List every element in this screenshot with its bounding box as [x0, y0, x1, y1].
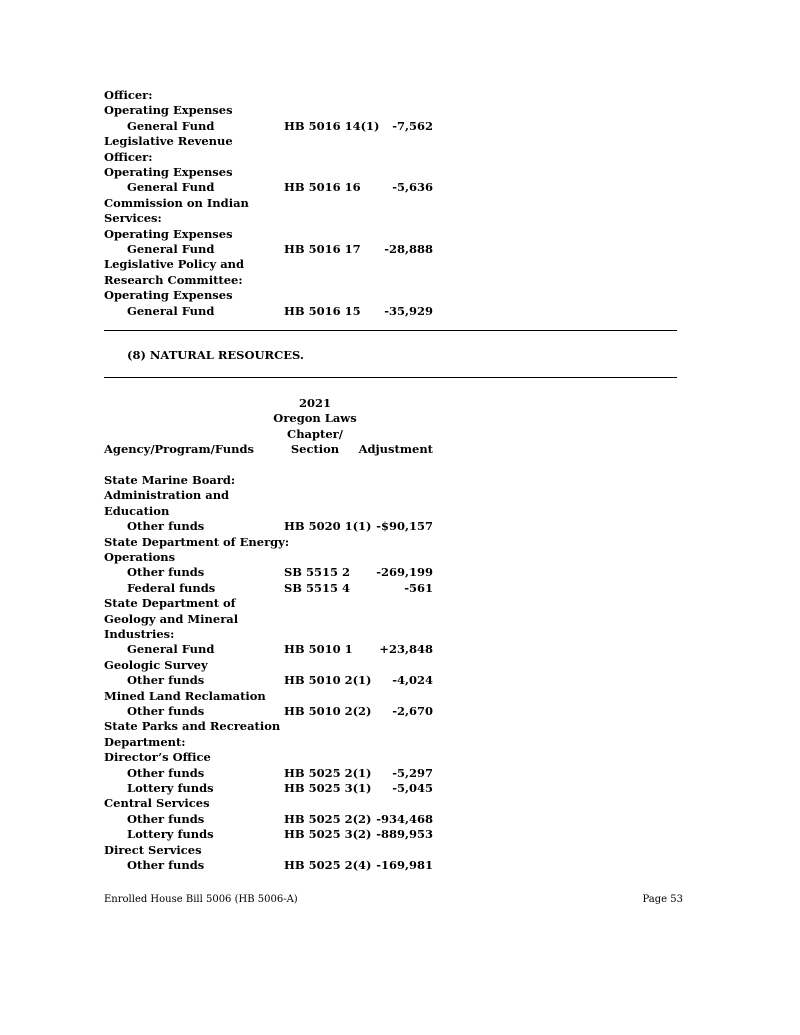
adjustment-value: -5,636	[392, 180, 433, 195]
fund-label: General Fund	[127, 118, 215, 133]
agency-label: Operating Expenses	[104, 165, 233, 179]
fund-label: Other funds	[127, 565, 205, 580]
header-chapter: Chapter/	[287, 427, 343, 441]
adjustment-value: -561	[404, 580, 433, 595]
footer-page-number: Page 53	[642, 894, 683, 905]
agency-label: Central Services	[104, 796, 210, 811]
fund-label: Federal funds	[127, 580, 216, 595]
law-section: HB 5025 2(1)	[284, 765, 372, 780]
law-section: HB 5010 1	[284, 642, 353, 657]
agency-label: Operations	[104, 550, 176, 564]
agency-label: State Parks and Recreation	[104, 719, 281, 734]
law-section: SB 5515 4	[284, 580, 351, 595]
agency-label: State Department of	[104, 596, 236, 611]
agency-label: Director’s Office	[104, 750, 211, 765]
law-section: HB 5016 14(1)	[284, 118, 380, 133]
law-section: SB 5515 2	[284, 565, 351, 580]
agency-label: State Marine Board:	[104, 473, 236, 487]
agency-label: Department:	[104, 734, 186, 749]
law-section: HB 5025 2(2)	[284, 811, 372, 826]
fund-label: Other funds	[127, 765, 205, 780]
adjustment-value: -35,929	[384, 303, 433, 318]
adjustment-value: -269,199	[376, 565, 433, 580]
fund-label: Lottery funds	[127, 781, 214, 795]
fund-label: General Fund	[127, 303, 215, 318]
fund-label: Lottery funds	[127, 827, 214, 842]
fund-label: General Fund	[127, 642, 215, 657]
footer-title: Enrolled House Bill 5006 (HB 5006-A)	[104, 894, 298, 905]
agency-label: Geology and Mineral	[104, 611, 239, 626]
fund-label: General Fund	[127, 180, 215, 195]
agency-label: Industries:	[104, 627, 175, 641]
adjustment-value: -934,468	[376, 811, 433, 826]
adjustment-value: -169,981	[376, 858, 433, 872]
agency-label: Operating Expenses	[104, 103, 233, 118]
header-adjustment: Adjustment	[358, 442, 433, 456]
header-year: 2021	[298, 396, 331, 410]
adjustment-value: -2,670	[392, 704, 433, 718]
agency-label: Geologic Survey	[104, 657, 208, 672]
agency-label: State Department of Energy:	[104, 534, 290, 549]
fund-label: Other funds	[127, 519, 205, 534]
agency-label: Education	[104, 503, 170, 518]
adjustment-value: +23,848	[379, 642, 433, 657]
header-laws: Oregon Laws	[273, 411, 357, 425]
adjustment-value: -4,024	[392, 673, 433, 688]
agency-label: Direct Services	[104, 842, 202, 857]
law-section: HB 5016 17	[284, 242, 361, 256]
fund-label: General Fund	[127, 242, 215, 256]
agency-label: Research Committee:	[104, 272, 243, 287]
agency-label: Legislative Revenue	[104, 134, 233, 149]
adjustment-value: -7,562	[392, 118, 433, 133]
agency-label: Services:	[104, 211, 162, 226]
agency-label: Commission on Indian	[104, 195, 249, 210]
adjustment-value: -889,953	[376, 827, 433, 842]
section-heading: (8) NATURAL RESOURCES.	[127, 348, 304, 362]
section-rule-bottom	[104, 377, 677, 378]
section-rule-top	[104, 330, 677, 331]
agency-label: Administration and	[104, 488, 230, 503]
law-section: HB 5025 3(1)	[284, 781, 372, 795]
fund-label: Other funds	[127, 704, 205, 718]
law-section: HB 5020 1(1)	[284, 519, 372, 534]
adjustment-value: -5,045	[392, 781, 433, 795]
law-section: HB 5010 2(1)	[284, 673, 372, 688]
law-section: HB 5025 2(4)	[284, 858, 372, 872]
law-section: HB 5025 3(2)	[284, 827, 372, 842]
agency-label: Mined Land Reclamation	[104, 688, 266, 703]
agency-label: Operating Expenses	[104, 226, 233, 241]
adjustment-value: -$90,157	[376, 519, 433, 534]
fund-label: Other funds	[127, 673, 205, 688]
law-section: HB 5016 16	[284, 180, 361, 195]
agency-label: Officer:	[104, 88, 153, 102]
fund-label: Other funds	[127, 858, 205, 872]
agency-label: Operating Expenses	[104, 288, 233, 303]
law-section: HB 5010 2(2)	[284, 704, 372, 718]
header-agency: Agency/Program/Funds	[104, 442, 255, 456]
law-section: HB 5016 15	[284, 303, 361, 318]
header-section: Section	[290, 442, 340, 456]
adjustment-value: -5,297	[392, 765, 433, 780]
fund-label: Other funds	[127, 811, 205, 826]
agency-label: Legislative Policy and	[104, 257, 245, 272]
adjustment-value: -28,888	[384, 242, 433, 256]
agency-label: Officer:	[104, 149, 153, 164]
